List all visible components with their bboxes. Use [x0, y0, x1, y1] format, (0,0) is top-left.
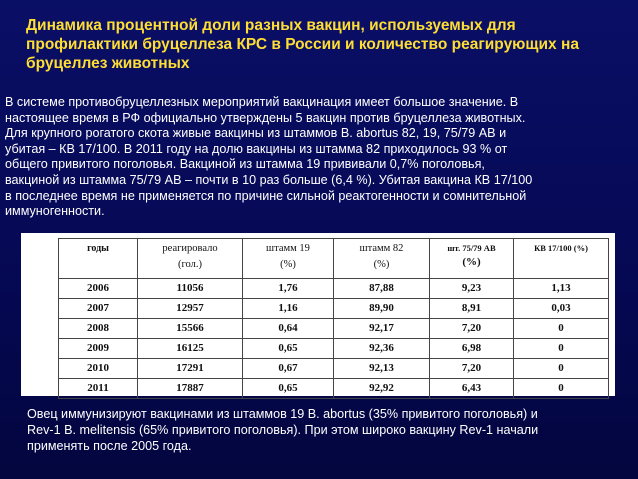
cell-strain-19: 1,76	[243, 279, 334, 299]
cell-kv: 0	[514, 319, 609, 339]
cell-kv: 1,13	[514, 279, 609, 299]
title-line-1: Динамика процентной доли разных вакцин, используемых для	[26, 17, 516, 34]
header-strain-7579: шт. 75/79 АВ (%)	[430, 239, 514, 279]
cell-reacted: 11056	[138, 279, 243, 299]
header-strain-19: штамм 19 (%)	[243, 239, 334, 279]
header-strain-82: штамм 82 (%)	[334, 239, 430, 279]
cell-kv: 0	[514, 379, 609, 399]
cell-strain-7579: 6,98	[430, 339, 514, 359]
cell-year: 2008	[59, 319, 138, 339]
cell-year: 2009	[59, 339, 138, 359]
vaccine-table	[58, 238, 609, 399]
cell-kv: 0	[514, 339, 609, 359]
cell-reacted: 12957	[138, 299, 243, 319]
cell-year: 2007	[59, 299, 138, 319]
intro-line: В системе противобруцеллезных мероприятий вакцинация имеет большое значение. В	[5, 95, 519, 109]
header-years: годы	[59, 239, 138, 279]
table-row	[59, 379, 609, 399]
cell-strain-82: 89,90	[334, 299, 430, 319]
table-row	[59, 279, 609, 299]
cell-year: 2010	[59, 359, 138, 379]
slide-title	[26, 16, 626, 73]
table-header-row	[59, 239, 609, 279]
outro-paragraph	[27, 406, 627, 454]
table-row	[59, 359, 609, 379]
cell-strain-7579: 6,43	[430, 379, 514, 399]
title-line-2: профилактики бруцеллеза КРС в России и количество реагирующих на	[26, 36, 579, 53]
cell-strain-82: 87,88	[334, 279, 430, 299]
cell-strain-19: 0,65	[243, 379, 334, 399]
title-line-3: бруцеллез животных	[26, 55, 190, 72]
outro-line: Овец иммунизируют вакцинами из штаммов 19 B. abortus (35% привитого поголовья) и	[27, 407, 538, 421]
cell-kv: 0,03	[514, 299, 609, 319]
cell-strain-82: 92,92	[334, 379, 430, 399]
intro-line: общего привитого поголовья. Вакциной из штамма 19 прививали 0,7% поголовья,	[5, 157, 485, 172]
cell-strain-82: 92,13	[334, 359, 430, 379]
intro-paragraph	[5, 95, 631, 220]
cell-reacted: 17887	[138, 379, 243, 399]
cell-strain-19: 0,67	[243, 359, 334, 379]
outro-line: применять после 2005 года.	[27, 439, 192, 453]
cell-reacted: 16125	[138, 339, 243, 359]
intro-line: иммуногенности.	[5, 204, 105, 219]
cell-year: 2006	[59, 279, 138, 299]
header-reacted: реагировало (гол.)	[138, 239, 243, 279]
cell-strain-7579: 8,91	[430, 299, 514, 319]
cell-strain-7579: 9,23	[430, 279, 514, 299]
cell-strain-82: 92,36	[334, 339, 430, 359]
cell-year: 2011	[59, 379, 138, 399]
intro-line: убитая – КВ 17/100. В 2011 году на долю вакцины из штамма 82 приходилось 93 % от	[5, 141, 508, 156]
cell-strain-7579: 7,20	[430, 319, 514, 339]
cell-strain-19: 0,64	[243, 319, 334, 339]
cell-strain-7579: 7,20	[430, 359, 514, 379]
header-kv-17-100: КВ 17/100 (%)	[514, 239, 609, 279]
table-row	[59, 299, 609, 319]
cell-strain-82: 92,17	[334, 319, 430, 339]
cell-reacted: 15566	[138, 319, 243, 339]
cell-reacted: 17291	[138, 359, 243, 379]
intro-line: Для крупного рогатого скота живые вакцины из штаммов B. abortus 82, 19, 75/79 АВ и	[5, 126, 507, 141]
table-panel	[21, 233, 615, 396]
cell-kv: 0	[514, 359, 609, 379]
intro-line: в последнее время не применяется по причине сильной реактогенности и сомнительной	[5, 188, 527, 203]
table-row	[59, 339, 609, 359]
table-row	[59, 319, 609, 339]
cell-strain-19: 1,16	[243, 299, 334, 319]
cell-strain-19: 0,65	[243, 339, 334, 359]
intro-line: настоящее время в РФ официально утверждены 5 вакцин против бруцеллеза животных.	[5, 110, 526, 125]
intro-line: вакциной из штамма 75/79 АВ – почти в 10 раз больше (6,4 %). Убитая вакцина КВ 17/100	[5, 172, 533, 187]
outro-line: Rev-1 B. melitensis (65% привитого поголовья). При этом широко вакцину Rev-1 начали	[27, 423, 539, 437]
